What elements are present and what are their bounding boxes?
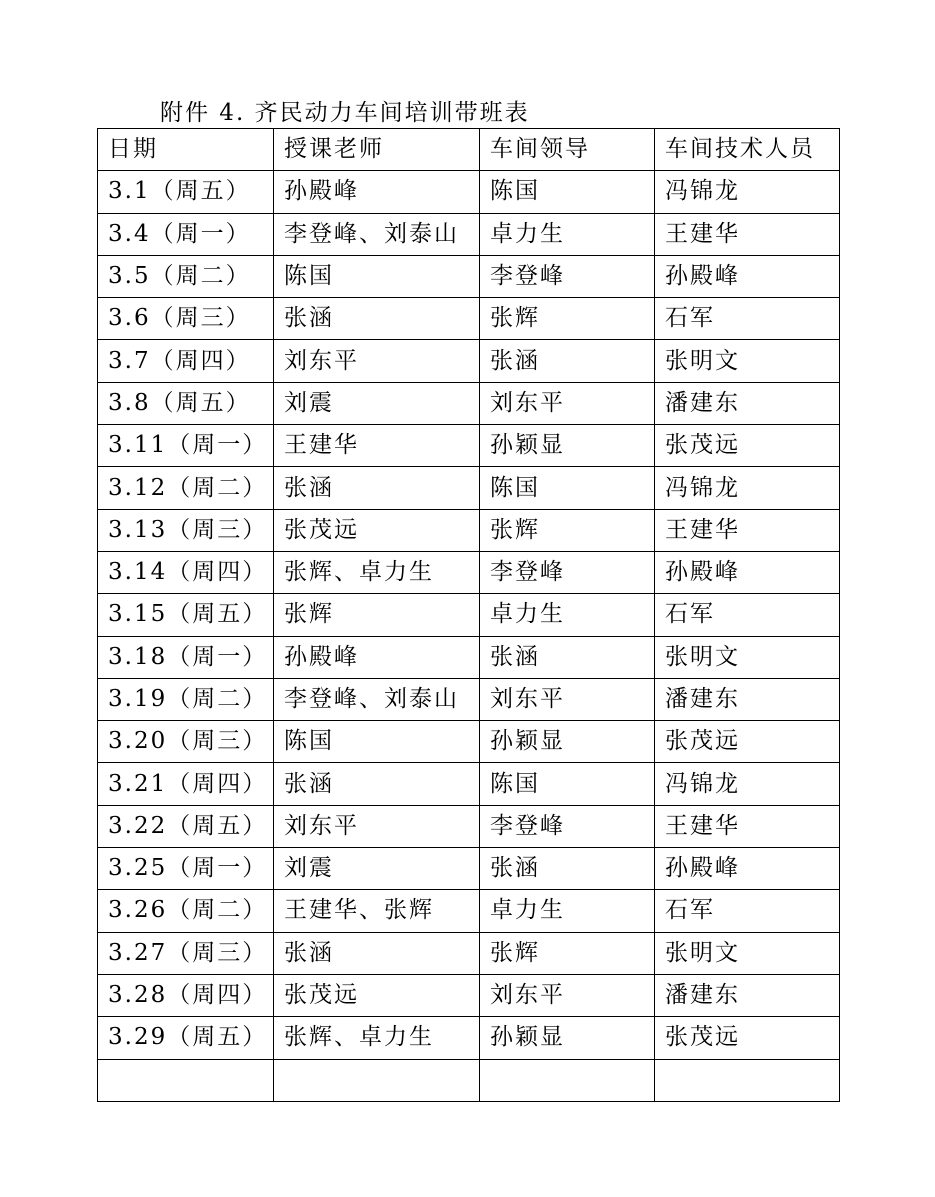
cell-date: 3.25（周一） — [98, 848, 274, 890]
header-date: 日期 — [98, 129, 274, 171]
cell-workshop-leader: 张涵 — [480, 340, 655, 382]
cell-technician: 冯锦龙 — [655, 763, 840, 805]
cell-technician: 潘建东 — [655, 974, 840, 1016]
cell-technician: 石军 — [655, 298, 840, 340]
cell-instructor: 王建华 — [274, 425, 480, 467]
cell-instructor: 张茂远 — [274, 509, 480, 551]
cell-instructor: 张辉、卓力生 — [274, 551, 480, 593]
cell-date: 3.11（周一） — [98, 425, 274, 467]
table-row — [98, 974, 840, 1016]
cell-technician: 张茂远 — [655, 425, 840, 467]
document-title: 附件 4. 齐民动力车间培训带班表 — [160, 100, 530, 126]
schedule-table-body — [98, 129, 840, 1102]
table-row — [98, 890, 840, 932]
cell-date: 3.22（周五） — [98, 805, 274, 847]
table-row — [98, 1017, 840, 1059]
cell-date: 3.18（周一） — [98, 636, 274, 678]
cell-workshop-leader: 孙颖显 — [480, 1017, 655, 1059]
cell-technician: 张茂远 — [655, 1017, 840, 1059]
cell-workshop-leader: 孙颖显 — [480, 425, 655, 467]
cell-workshop-leader: 李登峰 — [480, 551, 655, 593]
cell-technician: 石军 — [655, 594, 840, 636]
table-row — [98, 213, 840, 255]
table-row — [98, 467, 840, 509]
cell-technician — [655, 1059, 840, 1101]
cell-instructor: 刘震 — [274, 848, 480, 890]
cell-date: 3.7（周四） — [98, 340, 274, 382]
cell-date: 3.29（周五） — [98, 1017, 274, 1059]
cell-technician: 张茂远 — [655, 721, 840, 763]
cell-workshop-leader: 张辉 — [480, 932, 655, 974]
table-row — [98, 171, 840, 213]
table-row — [98, 298, 840, 340]
cell-instructor: 张辉 — [274, 594, 480, 636]
cell-date: 3.28（周四） — [98, 974, 274, 1016]
cell-workshop-leader: 陈国 — [480, 763, 655, 805]
table-row — [98, 551, 840, 593]
cell-date: 3.19（周二） — [98, 678, 274, 720]
cell-workshop-leader: 李登峰 — [480, 805, 655, 847]
cell-instructor: 刘东平 — [274, 340, 480, 382]
cell-date: 3.14（周四） — [98, 551, 274, 593]
cell-instructor: 孙殿峰 — [274, 636, 480, 678]
table-row — [98, 509, 840, 551]
cell-instructor: 刘震 — [274, 382, 480, 424]
table-row — [98, 932, 840, 974]
cell-date: 3.15（周五） — [98, 594, 274, 636]
cell-technician: 冯锦龙 — [655, 467, 840, 509]
cell-technician: 潘建东 — [655, 382, 840, 424]
table-row — [98, 848, 840, 890]
cell-technician: 石军 — [655, 890, 840, 932]
header-row — [98, 129, 840, 171]
table-row — [98, 636, 840, 678]
cell-instructor: 张茂远 — [274, 974, 480, 1016]
cell-date: 3.12（周二） — [98, 467, 274, 509]
cell-date: 3.5（周二） — [98, 255, 274, 297]
cell-date: 3.21（周四） — [98, 763, 274, 805]
cell-workshop-leader: 卓力生 — [480, 213, 655, 255]
cell-technician: 张明文 — [655, 932, 840, 974]
header-instructor: 授课老师 — [274, 129, 480, 171]
cell-workshop-leader: 陈国 — [480, 467, 655, 509]
cell-workshop-leader: 刘东平 — [480, 974, 655, 1016]
cell-instructor: 陈国 — [274, 721, 480, 763]
cell-technician: 张明文 — [655, 340, 840, 382]
cell-workshop-leader: 陈国 — [480, 171, 655, 213]
table-row — [98, 763, 840, 805]
header-workshop-leader: 车间领导 — [480, 129, 655, 171]
cell-workshop-leader: 卓力生 — [480, 594, 655, 636]
cell-technician: 王建华 — [655, 213, 840, 255]
cell-instructor: 张涵 — [274, 763, 480, 805]
table-row — [98, 255, 840, 297]
cell-instructor: 张涵 — [274, 467, 480, 509]
cell-workshop-leader: 卓力生 — [480, 890, 655, 932]
cell-instructor: 张辉、卓力生 — [274, 1017, 480, 1059]
table-row — [98, 340, 840, 382]
cell-technician: 王建华 — [655, 509, 840, 551]
cell-technician: 王建华 — [655, 805, 840, 847]
cell-technician: 张明文 — [655, 636, 840, 678]
cell-date: 3.26（周二） — [98, 890, 274, 932]
cell-instructor: 王建华、张辉 — [274, 890, 480, 932]
cell-workshop-leader: 张辉 — [480, 509, 655, 551]
cell-date — [98, 1059, 274, 1101]
cell-instructor: 刘东平 — [274, 805, 480, 847]
cell-date: 3.13（周三） — [98, 509, 274, 551]
cell-workshop-leader: 张涵 — [480, 848, 655, 890]
cell-technician: 孙殿峰 — [655, 255, 840, 297]
cell-instructor: 孙殿峰 — [274, 171, 480, 213]
cell-workshop-leader: 张辉 — [480, 298, 655, 340]
cell-technician: 潘建东 — [655, 678, 840, 720]
cell-instructor: 李登峰、刘泰山 — [274, 213, 480, 255]
cell-date: 3.20（周三） — [98, 721, 274, 763]
cell-instructor: 陈国 — [274, 255, 480, 297]
cell-date: 3.6（周三） — [98, 298, 274, 340]
cell-instructor: 李登峰、刘泰山 — [274, 678, 480, 720]
table-row — [98, 594, 840, 636]
table-row — [98, 382, 840, 424]
cell-technician: 孙殿峰 — [655, 551, 840, 593]
cell-technician: 冯锦龙 — [655, 171, 840, 213]
cell-date: 3.1（周五） — [98, 171, 274, 213]
table-row — [98, 425, 840, 467]
table-row — [98, 678, 840, 720]
cell-workshop-leader: 刘东平 — [480, 382, 655, 424]
cell-instructor — [274, 1059, 480, 1101]
table-row — [98, 805, 840, 847]
cell-workshop-leader: 张涵 — [480, 636, 655, 678]
table-row — [98, 1059, 840, 1101]
cell-instructor: 张涵 — [274, 298, 480, 340]
schedule-table — [97, 128, 840, 1102]
table-row — [98, 721, 840, 763]
cell-workshop-leader: 刘东平 — [480, 678, 655, 720]
cell-date: 3.4（周一） — [98, 213, 274, 255]
cell-workshop-leader — [480, 1059, 655, 1101]
cell-technician: 孙殿峰 — [655, 848, 840, 890]
cell-instructor: 张涵 — [274, 932, 480, 974]
cell-workshop-leader: 孙颖显 — [480, 721, 655, 763]
cell-date: 3.27（周三） — [98, 932, 274, 974]
cell-date: 3.8（周五） — [98, 382, 274, 424]
cell-workshop-leader: 李登峰 — [480, 255, 655, 297]
header-technician: 车间技术人员 — [655, 129, 840, 171]
